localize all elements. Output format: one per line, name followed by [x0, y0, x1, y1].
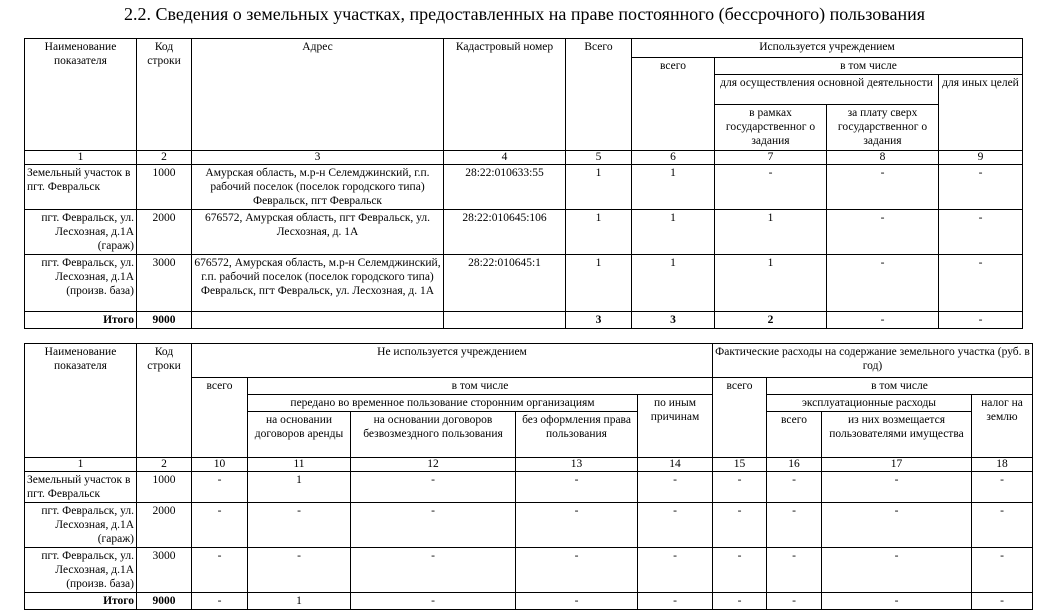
- col-number: 15: [713, 458, 767, 472]
- header-total2: всего: [713, 378, 767, 458]
- total-c15: -: [713, 593, 767, 610]
- col-number: 8: [827, 151, 939, 165]
- cell-c17: -: [822, 548, 972, 593]
- cell-c9: -: [939, 165, 1023, 210]
- cell-c14: -: [638, 503, 713, 548]
- empty-cell: [444, 312, 566, 329]
- header-expenses: Фактические расходы на содержание земельного участка (руб. в год): [713, 344, 1033, 378]
- row-code: 2000: [137, 210, 192, 255]
- header-other-reasons: по иным причинам: [638, 395, 713, 458]
- header-incl2: в том числе: [767, 378, 1033, 395]
- land-plots-not-used-table: [24, 343, 1033, 610]
- header-name: Наименование показателя: [25, 39, 137, 151]
- row-code: 3000: [137, 548, 192, 593]
- header-main-activity: для осуществления основной деятельности: [715, 75, 939, 105]
- row-code: 3000: [137, 255, 192, 312]
- cell-c11: -: [248, 548, 351, 593]
- header-transferred: передано во временное пользование сторонним организациям: [248, 395, 638, 412]
- col-number: 9: [939, 151, 1023, 165]
- cell-c13: -: [516, 472, 638, 503]
- row-name: пгт. Февральск, ул. Лесхозная, д.1А (гараж): [25, 503, 137, 548]
- cell-c10: -: [192, 472, 248, 503]
- header-total: Всего: [566, 39, 632, 151]
- col-number: 6: [632, 151, 715, 165]
- header-address: Адрес: [192, 39, 444, 151]
- total-c16: -: [767, 593, 822, 610]
- cell-c18: -: [972, 548, 1033, 593]
- header-paid: за плату сверх государственног о задания: [827, 105, 939, 151]
- cell-c6: 1: [632, 165, 715, 210]
- empty-cell: [192, 312, 444, 329]
- col-number: 5: [566, 151, 632, 165]
- header-reimbursed: из них возмещается пользователями имущества: [822, 412, 972, 458]
- cell-c12: -: [351, 472, 516, 503]
- cell-c16: -: [767, 472, 822, 503]
- cell-c10: -: [192, 548, 248, 593]
- cell-c12: -: [351, 503, 516, 548]
- header-code: Код строки: [137, 344, 192, 458]
- row-name: Земельный участок в пгт. Февральск: [25, 472, 137, 503]
- row-address: Амурская область, м.р-н Селемджинский, г.п. рабочий поселок (поселок городского типа) Февральск, пгт Февральск: [192, 165, 444, 210]
- total-code: 9000: [137, 593, 192, 610]
- cell-c16: -: [767, 548, 822, 593]
- page-title: 2.2. Сведения о земельных участках, предоставленных на праве постоянного (бессрочного) пользования: [123, 4, 926, 24]
- col-number: 4: [444, 151, 566, 165]
- col-number: 18: [972, 458, 1033, 472]
- cell-c8: -: [827, 165, 939, 210]
- land-plots-used-table: [24, 38, 1023, 329]
- header-free-use: на основании договоров безвозмездного пользования: [351, 412, 516, 458]
- row-name: пгт. Февральск, ул. Лесхозная, д.1А (гараж): [25, 210, 137, 255]
- cell-c17: -: [822, 472, 972, 503]
- header-code: Код строки: [137, 39, 192, 151]
- table-row: [25, 503, 1033, 548]
- cell-c5: 1: [566, 255, 632, 312]
- row-code: 2000: [137, 503, 192, 548]
- cell-c13: -: [516, 548, 638, 593]
- total-c10: -: [192, 593, 248, 610]
- cell-c18: -: [972, 472, 1033, 503]
- total-label: Итого: [25, 312, 137, 329]
- total-c7: 2: [715, 312, 827, 329]
- col-number: 1: [25, 151, 137, 165]
- cell-c13: -: [516, 503, 638, 548]
- cell-c7: 1: [715, 255, 827, 312]
- cell-c18: -: [972, 503, 1033, 548]
- row-address: 676572, Амурская область, м.р-н Селемджинский, г.п. рабочий поселок (поселок городского типа) Февральск, пгт Февральск, ул. Лесхозная, д. 1А: [192, 255, 444, 312]
- cell-c14: -: [638, 548, 713, 593]
- table-row: [25, 210, 1023, 255]
- header-state-task: в рамках государственног о задания: [715, 105, 827, 151]
- col-number: 1: [25, 458, 137, 472]
- cell-c5: 1: [566, 165, 632, 210]
- cell-c6: 1: [632, 255, 715, 312]
- cell-c15: -: [713, 472, 767, 503]
- header-operating: эксплуатационные расходы: [767, 395, 972, 412]
- cell-c7: 1: [715, 210, 827, 255]
- cell-c10: -: [192, 503, 248, 548]
- total-c6: 3: [632, 312, 715, 329]
- row-address: 676572, Амурская область, пгт Февральск, ул. Лесхозная, д. 1А: [192, 210, 444, 255]
- table-row: [25, 548, 1033, 593]
- col-number: 13: [516, 458, 638, 472]
- total-c13: -: [516, 593, 638, 610]
- row-name: пгт. Февральск, ул. Лесхозная, д.1А (произв. база): [25, 255, 137, 312]
- total-c18: -: [972, 593, 1033, 610]
- cell-c15: -: [713, 503, 767, 548]
- total-row: [25, 312, 1023, 329]
- cell-c6: 1: [632, 210, 715, 255]
- total-c17: -: [822, 593, 972, 610]
- header-no-rights: без оформления права пользования: [516, 412, 638, 458]
- total-c5: 3: [566, 312, 632, 329]
- col-number: 16: [767, 458, 822, 472]
- header-lease: на основании договоров аренды: [248, 412, 351, 458]
- cell-c8: -: [827, 210, 939, 255]
- header-total: всего: [192, 378, 248, 458]
- cell-c17: -: [822, 503, 972, 548]
- header-op-total: всего: [767, 412, 822, 458]
- header-used: Используется учреждением: [632, 39, 1023, 58]
- header-cadastral: Кадастровый номер: [444, 39, 566, 151]
- row-name: пгт. Февральск, ул. Лесхозная, д.1А (произв. база): [25, 548, 137, 593]
- col-number: 14: [638, 458, 713, 472]
- total-label: Итого: [25, 593, 137, 610]
- col-number: 11: [248, 458, 351, 472]
- cell-c14: -: [638, 472, 713, 503]
- header-incl: в том числе: [715, 58, 1023, 75]
- header-name: Наименование показателя: [25, 344, 137, 458]
- row-cadastral: 28:22:010645:1: [444, 255, 566, 312]
- col-number: 2: [137, 151, 192, 165]
- header-incl: в том числе: [248, 378, 713, 395]
- header-other-goals: для иных целей: [939, 75, 1023, 151]
- cell-c11: 1: [248, 472, 351, 503]
- header-land-tax: налог на землю: [972, 395, 1033, 458]
- cell-c16: -: [767, 503, 822, 548]
- total-c9: -: [939, 312, 1023, 329]
- row-code: 1000: [137, 165, 192, 210]
- cell-c8: -: [827, 255, 939, 312]
- header-not-used: Не используется учреждением: [192, 344, 713, 378]
- cell-c12: -: [351, 548, 516, 593]
- cell-c5: 1: [566, 210, 632, 255]
- col-number: 7: [715, 151, 827, 165]
- col-number: 10: [192, 458, 248, 472]
- total-c11: 1: [248, 593, 351, 610]
- row-cadastral: 28:22:010645:106: [444, 210, 566, 255]
- cell-c7: -: [715, 165, 827, 210]
- row-code: 1000: [137, 472, 192, 503]
- col-number: 12: [351, 458, 516, 472]
- row-cadastral: 28:22:010633:55: [444, 165, 566, 210]
- table-row: [25, 255, 1023, 312]
- table-row: [25, 165, 1023, 210]
- col-number: 2: [137, 458, 192, 472]
- col-number: 3: [192, 151, 444, 165]
- cell-c15: -: [713, 548, 767, 593]
- total-code: 9000: [137, 312, 192, 329]
- row-name: Земельный участок в пгт. Февральск: [25, 165, 137, 210]
- total-c14: -: [638, 593, 713, 610]
- col-number: 17: [822, 458, 972, 472]
- cell-c11: -: [248, 503, 351, 548]
- cell-c9: -: [939, 255, 1023, 312]
- cell-c9: -: [939, 210, 1023, 255]
- total-c8: -: [827, 312, 939, 329]
- total-c12: -: [351, 593, 516, 610]
- table-row: [25, 472, 1033, 503]
- header-used-total: всего: [632, 58, 715, 151]
